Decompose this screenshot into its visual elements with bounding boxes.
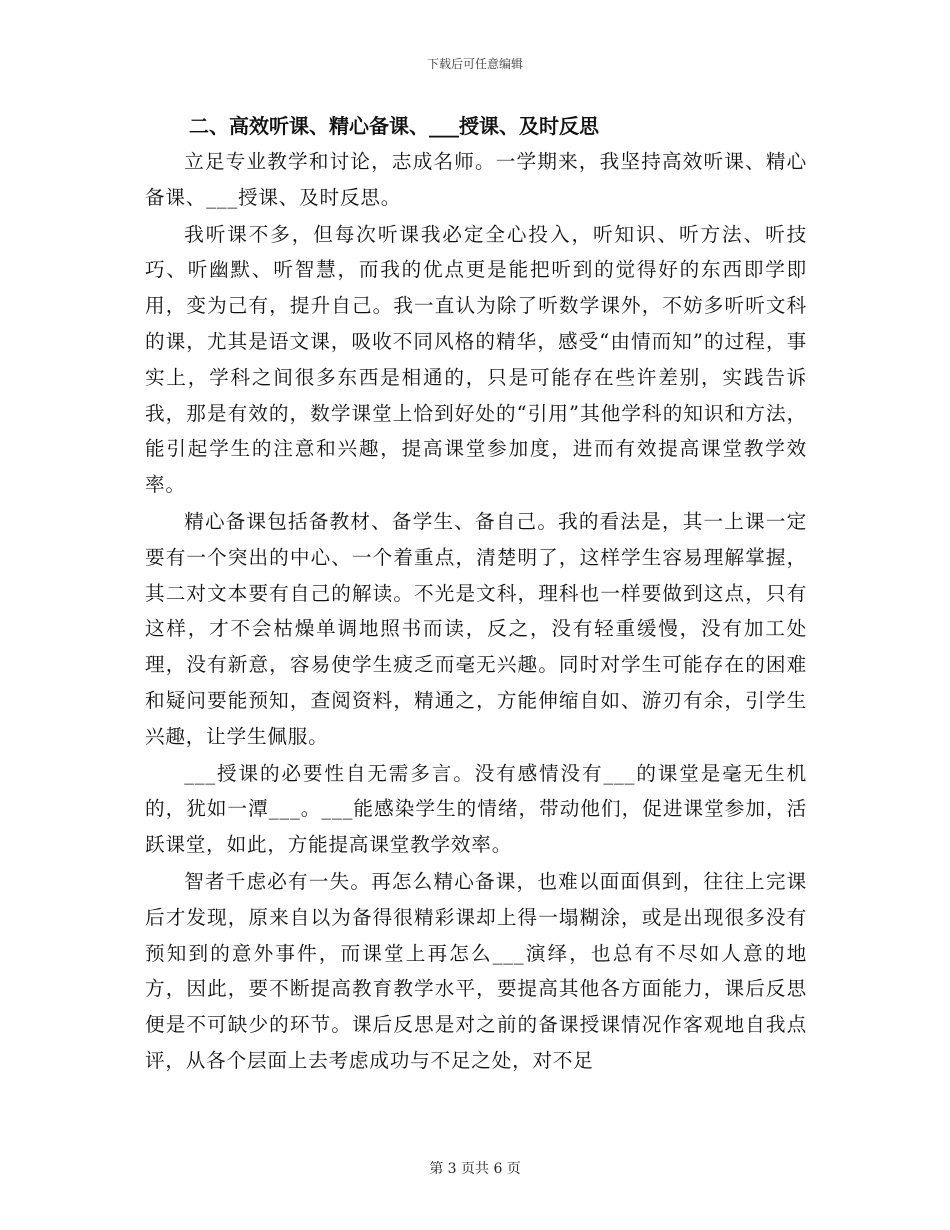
page-number: 第 3 页共 6 页 xyxy=(429,1161,521,1177)
paragraph-preparation: 精心备课包括备教材、备学生、备自己。我的看法是，其一上课一定要有一个突出的中心、一个着重点，清楚明了，这样学生容易理解掌握，其二对文本要有自己的解读。不光是文科，理科也一样要做到这点，只有这样，才不会枯燥单调地照书而读，反之，没有轻重缓慢，没有加工处理，没有新意，容易使学生疲乏而毫无兴趣。同时对学生可能存在的困难和疑问要能预知，查阅资料，精通之，方能伸缩自如、游刃有余，引学生兴趣，让学生佩服。 xyxy=(145,509,807,748)
paragraph-reflection: 智者千虑必有一失。再怎么精心备课，也难以面面俱到，往往上完课后才发现，原来自以为备得很精彩课却上得一塌糊涂，或是出现很多没有预知到的意外事件，而课堂上再怎么___演绎，也总有不尽如人意的地方，因此，要不断提高教育教学水平，要提高其他各方面能力，课后反思便是不可缺少的环节。课后反思是对之前的备课授课情况作客观地自我点评，从各个层面上去考虑成功与不足之处，对不足 xyxy=(145,869,807,1072)
page-header-note: 下载后可任意编辑 xyxy=(426,57,523,71)
paragraph-intro: 立足专业教学和讨论，志成名师。一学期来，我坚持高效听课、精心备课、___授课、及时反思。 xyxy=(145,150,807,209)
paragraph-teaching: ___授课的必要性自无需多言。没有感情没有___的课堂是毫无生机的，犹如一潭___。___能感染学生的情绪，带动他们，促进课堂参加，活跃课堂，如此，方能提高课堂教学效率。 xyxy=(145,761,807,857)
section-heading: 二、高效听课、精心备课、___授课、及时反思 xyxy=(189,114,599,138)
paragraph-listening: 我听课不多，但每次听课我必定全心投入，听知识、听方法、听技巧、听幽默、听智慧，而我的优点更是能把听到的觉得好的东西即学即用，变为己有，提升自己。我一直认为除了听数学课外，不妨多听听文科的课，尤其是语文课，吸收不同风格的精华，感受“由情而知”的过程，事实上，学科之间很多东西是相通的，只是可能存在些许差别，实践告诉我，那是有效的，数学课堂上恰到好处的“引用”其他学科的知识和方法，能引起学生的注意和兴趣，提高课堂参加度，进而有效提高课堂教学效率。 xyxy=(145,222,807,497)
document-body xyxy=(145,108,807,1080)
